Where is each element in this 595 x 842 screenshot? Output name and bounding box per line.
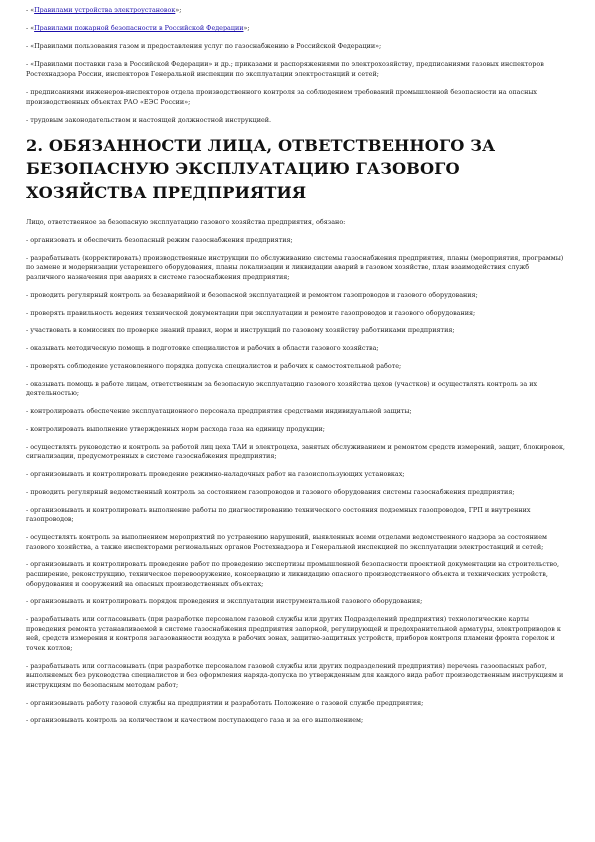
duty-item: - проводить регулярный контроль за безаварийной и безопасной эксплуатацией и ремонтом газопроводов и газового оборудования;	[26, 290, 478, 299]
duty-item: - проверять правильность ведения технической документации при эксплуатации и ремонте газопроводов и газового оборудования;	[26, 308, 476, 317]
fire-safety-rules-link[interactable]: Правилами пожарной безопасности в Российской Федерации	[34, 24, 244, 33]
duty-item: - организовать и обеспечить безопасный режим газоснабжения предприятия;	[26, 236, 293, 245]
duty-item: - организовывать и контролировать выполнение работы по диагностированию технического состояния подземных газопроводов, ГРП и внутренних газопроводов;	[26, 505, 531, 524]
reference-item: - «Правилами устройства электроустановок»;	[26, 6, 182, 14]
section-heading: 2. ОБЯЗАННОСТИ ЛИЦА, ОТВЕТСТВЕННОГО ЗА БЕЗОПАСНУЮ ЭКСПЛУАТАЦИЮ ГАЗОВОГО ХОЗЯЙСТВА ПРЕДПРИЯТИЯ	[26, 135, 496, 202]
reference-item: - предписаниями инженеров-инспекторов отдела производственного контроля за соблюдением требований промышленной безопасности на опасных производственных объектах РАО «ЕЭС России»;	[26, 87, 538, 106]
reference-item: - «Правилами пожарной безопасности в Российской Федерации»;	[26, 24, 250, 33]
duty-item: - осуществлять контроль за выполнением мероприятий по устранению нарушений, выявленных всеми отделами ведомственного надзора за состоянием газового хозяйства, а также инспекторами региональных органов Ростехнадзора и Генеральной инспекцией по эксплуатации электростанций и сетей;	[26, 532, 547, 551]
duty-item: - осуществлять руководство и контроль за работой лиц цеха ТАИ и электроцеха, занятых обслуживанием и ремонтом средств измерений, защит, блокировок, сигнализации, предусмотренных в системе газоснабжения предприятия;	[26, 442, 565, 461]
duty-item: - оказывать методическую помощь в подготовке специалистов и рабочих в области газового хозяйства;	[26, 344, 379, 353]
duty-item: - проводить регулярный ведомственный контроль за состоянием газопроводов и газового оборудования системы газоснабжения предприятия;	[26, 487, 515, 496]
reference-item: - трудовым законодательством и настоящей должностной инструкцией.	[26, 115, 272, 124]
reference-list	[26, 6, 569, 125]
duty-item: - контролировать выполнение утвержденных норм расхода газа на единицу продукции;	[26, 424, 325, 433]
duty-item: - разрабатывать или согласовывать (при разработке персоналом газовой службы или других подразделений предприятия) перечень газоопасных работ, выполняемых без руководства специалистов и без оформления наряда-допуска по утвержденным для каждого вида работ производственным инструкциям и инструкциям по безопасным методам работ;	[26, 661, 564, 689]
duty-item: - участвовать в комиссиях по проверке знаний правил, норм и инструкций по газовому хозяйству работниками предприятия;	[26, 326, 455, 335]
reference-item: - «Правилами поставки газа в Российской Федерации» и др.; приказами и распоряжениями по электрохозяйству, предписаниями газовых инспекторов Ростехнадзора России, инспекторов Генеральной инспекции по эксплуатации электростанций и сетей;	[26, 60, 544, 78]
duty-item: - организовывать и контролировать порядок проведения и эксплуатации инструментальной газового оборудования;	[26, 597, 423, 606]
duty-item: - контролировать обеспечение эксплуатационного персонала предприятия средствами индивидуальной защиты;	[26, 407, 412, 416]
duty-item: - организовывать работу газовой службы на предприятии и разработать Положение о газовой службе предприятия;	[26, 698, 424, 707]
duty-item: - организовывать контроль за количеством и качеством поступающего газа и за его выполнением;	[26, 716, 364, 725]
rules-electrical-installations-link[interactable]: Правилами устройства электроустановок	[34, 6, 176, 14]
reference-item: - «Правилами пользования газом и предоставления услуг по газоснабжению в Российской Федерации»;	[26, 42, 382, 51]
duty-item: - организовывать и контролировать проведение работ по проведению экспертизы промышленной безопасности проектной документации на строительство, расширение, реконструкцию, техническое перевооружение, консервацию и ликвидацию опасного производственного объекта и технических устройств, оборудования и сооружений на опасных производственных объектах;	[26, 560, 560, 588]
duty-item: - оказывать помощь в работе лицам, ответственным за безопасную эксплуатацию газового хозяйства цехов (участков) и осуществлять контроль за их деятельностью;	[26, 379, 538, 398]
duties-list	[26, 218, 569, 726]
duty-item: - разрабатывать (корректировать) производственные инструкции по обслуживанию системы газоснабжения предприятия, планы (мероприятия, программы) по замене и модернизации устаревшего оборудования, планы локализации и ликвидации аварий в газовом хозяйстве, план взаимодействия служб различного назначения при авариях в системе газоснабжения предприятия;	[26, 253, 564, 281]
duty-item: - организовывать и контролировать проведение режимно-наладочных работ на газоиспользующих установках;	[26, 470, 405, 478]
duty-item: - разрабатывать или согласовывать (при разработке персоналом газовой службы или других Подразделений предприятия) технологические карты проведения ремонта устанавливаемой в системе газоснабжения предприятия запорной, регулирующей и предохранительной арматуры, электроприводов к ней, средств измерения и контроля загазованности воздуха в рабочих зонах, защитно-защитных устройств, приборов контроля пламени фронта горелок и точек котлов;	[26, 615, 561, 652]
duty-item: - проверять соблюдение установленного порядка допуска специалистов и рабочих к самостоятельной работе;	[26, 361, 402, 370]
intro-paragraph: Лицо, ответственное за безопасную эксплуатацию газового хозяйства предприятия, обязано:	[26, 218, 346, 227]
